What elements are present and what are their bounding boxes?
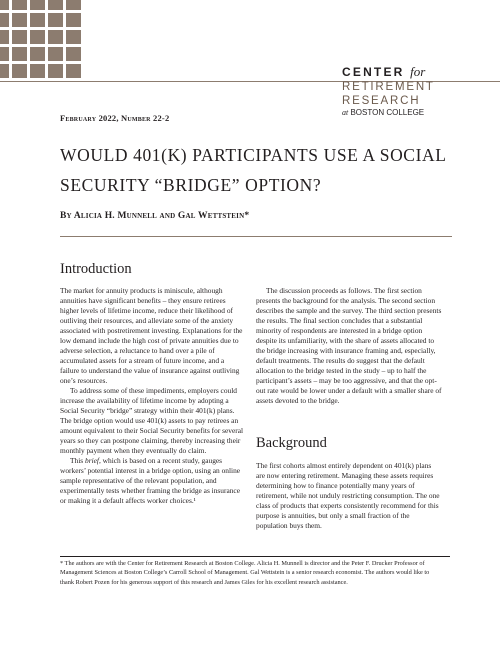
crr-logo: CENTER for RETIREMENT RESEARCH at BOSTON COLLEGE bbox=[342, 64, 435, 117]
grid-square bbox=[0, 0, 9, 10]
byline-rule bbox=[60, 236, 452, 237]
grid-square bbox=[30, 13, 45, 27]
section-heading-introduction: Introduction bbox=[60, 261, 132, 277]
grid-square bbox=[0, 64, 9, 78]
issue-dateline: February 2022, Number 22-2 bbox=[60, 113, 170, 123]
grid-square bbox=[48, 64, 63, 78]
intro-paragraph: This brief, which is based on a recent study, gauges workers’ potential interest in a bridge option, using an online sample representative of the relevant population, and experimentally tests whether framing the bridge as insurance or making it a default affects worker choices.¹ bbox=[60, 456, 241, 505]
grid-square bbox=[12, 47, 27, 61]
grid-square bbox=[66, 30, 81, 44]
right-column-top bbox=[256, 286, 442, 406]
grid-square bbox=[12, 0, 27, 10]
footnote-rule bbox=[60, 556, 450, 557]
author-byline: By Alicia H. Munnell and Gal Wettstein* bbox=[60, 211, 250, 221]
author-footnote: * The authors are with the Center for Retirement Research at Boston College. Alicia H. Munnell is director and the Peter F. Drucker Professor of Management Sciences at Boston College’s Carroll School of Management. Gal Wettstein is a senior research economist. The authors would like to thank Robert Pozen for his generous support of this research and James Giles for his excellent research assistance. bbox=[60, 560, 430, 586]
grid-square bbox=[0, 30, 9, 44]
grid-square bbox=[30, 47, 45, 61]
grid-square bbox=[66, 13, 81, 27]
intro-paragraph: The discussion proceeds as follows. The first section presents the background for the analysis. The second section describes the sample and the survey. The third section presents the results. The final section concludes that a substantial minority of respondents are interested in a bridge option despite its unfamiliarity, with the share of assets allocated to the bridge increasing with insurance framing and, especially, default treatments. The results do suggest that the default allocation to the bridge tested in the study – up to half the participant’s assets – may be too aggressive, and that the opt-out rate would be lower under a default with a smaller share of assets devoted to the bridge. bbox=[256, 286, 442, 405]
grid-square bbox=[12, 64, 27, 78]
intro-paragraph: To address some of these impediments, employers could increase the availability of lifetime income by adopting a Social Security “bridge” strategy within their 401(k) plans. The bridge option would use 401(k) assets to pay retirees an amount equivalent to their Social Security benefits for several years so they can postpone claiming, thereby increasing their monthly payment when they eventually do claim. bbox=[60, 386, 244, 455]
right-column-bottom bbox=[256, 461, 442, 531]
background-paragraph: The first cohorts almost entirely dependent on 401(k) plans are now entering retirement. Managing these assets requires determining how to finance potentially many years of retirement, while not unduly restricting consumption. The one class of products that experts consistently recommend for this purpose is annuities, but only a small fraction of the population buys them. bbox=[256, 461, 440, 530]
grid-square bbox=[30, 64, 45, 78]
grid-square bbox=[0, 13, 9, 27]
grid-square bbox=[66, 47, 81, 61]
left-column bbox=[60, 286, 244, 506]
grid-square bbox=[30, 0, 45, 10]
grid-square bbox=[48, 13, 63, 27]
grid-square bbox=[48, 30, 63, 44]
grid-square bbox=[48, 0, 63, 10]
grid-square bbox=[12, 13, 27, 27]
grid-square bbox=[12, 30, 27, 44]
grid-square bbox=[0, 47, 9, 61]
grid-square bbox=[30, 30, 45, 44]
grid-square bbox=[48, 47, 63, 61]
grid-square bbox=[66, 0, 81, 10]
intro-paragraph: The market for annuity products is miniscule, although annuities have significant benefits – they ensure retirees higher levels of lifetime income, reduce their likelihood of outliving their resources, and alleviate some of the anxiety associated with postretirement investing. Explanations for the low demand include the high cost of private annuities due to adverse selection, a reluctance to hand over a pile of accumulated assets for a stream of future income, and a failure to understand the value of insurance against outliving one’s resources. bbox=[60, 286, 243, 385]
grid-square bbox=[66, 64, 81, 78]
decorative-grid bbox=[0, 0, 86, 80]
page-title: WOULD 401(K) PARTICIPANTS USE A SOCIAL SECURITY “BRIDGE” OPTION? bbox=[60, 145, 446, 195]
section-heading-background: Background bbox=[256, 435, 327, 451]
